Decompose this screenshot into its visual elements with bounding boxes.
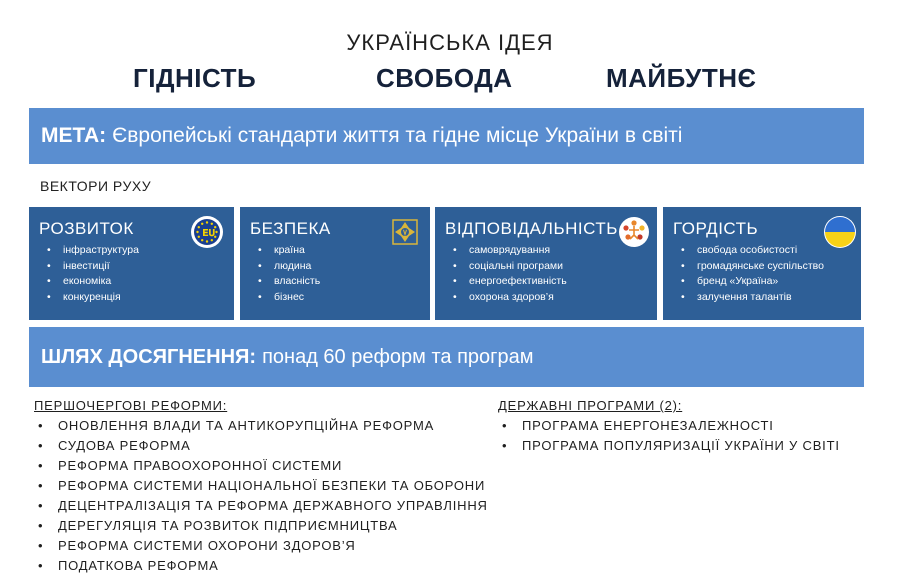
value-dignity: ГІДНІСТЬ — [133, 63, 257, 93]
goal-text: Європейські стандарти життя та гідне місце України в світі — [112, 124, 683, 147]
list-item: • ПОДАТКОВА РЕФОРМА — [34, 556, 504, 576]
card-list — [250, 243, 420, 305]
goal-banner — [29, 108, 864, 164]
value-freedom: СВОБОДА — [376, 63, 513, 93]
list-item: • конкуренція — [53, 290, 224, 306]
list-item: • РЕФОРМА ПРАВООХОРОННОЇ СИСТЕМИ — [34, 456, 504, 476]
card-title: ВІДПОВІДАЛЬНІСТЬ — [445, 219, 618, 238]
list-item: • економіка — [53, 274, 224, 290]
list-item: • ПРОГРАМА ПОПУЛЯРИЗАЦІЇ УКРАЇНИ У СВІТІ — [498, 436, 878, 456]
list-item: • інфраструктура — [53, 243, 224, 259]
list-item: • енергоефективність — [459, 274, 647, 290]
programs-heading: ДЕРЖАВНІ ПРОГРАМИ (2): — [498, 398, 683, 413]
list-item: • країна — [264, 243, 420, 259]
list-item: • бренд «Україна» — [687, 274, 851, 290]
list-item: • СУДОВА РЕФОРМА — [34, 436, 504, 456]
list-item: • ПРОГРАМА ЕНЕРГОНЕЗАЛЕЖНОСТІ — [498, 416, 878, 436]
reforms-list — [34, 416, 504, 576]
card-list — [673, 243, 851, 305]
page-subtitle: УКРАЇНСЬКА ІДЕЯ — [346, 30, 554, 55]
path-banner — [29, 327, 864, 387]
value-future: МАЙБУТНЄ — [606, 63, 757, 93]
card-title: ГОРДІСТЬ — [673, 219, 759, 238]
list-item: • охорона здоров’я — [459, 290, 647, 306]
list-item: • РЕФОРМА СИСТЕМИ НАЦІОНАЛЬНОЇ БЕЗПЕКИ ТА ОБОРОНИ — [34, 476, 504, 496]
state-programs — [498, 398, 878, 456]
values-row — [0, 63, 900, 95]
list-item: • РЕФОРМА СИСТЕМИ ОХОРОНИ ЗДОРОВ’Я — [34, 536, 504, 556]
list-item: • залучення талантів — [687, 290, 851, 306]
list-item: • людина — [264, 259, 420, 275]
list-item: • громадянське суспільство — [687, 259, 851, 275]
vector-card-development — [29, 207, 234, 320]
card-list — [445, 243, 647, 305]
list-item: • соціальні програми — [459, 259, 647, 275]
goal-label: МЕТА: — [41, 124, 107, 147]
card-title: РОЗВИТОК — [39, 219, 134, 238]
vector-card-pride — [663, 207, 861, 320]
list-item: • ДЕЦЕНТРАЛІЗАЦІЯ ТА РЕФОРМА ДЕРЖАВНОГО УПРАВЛІННЯ — [34, 496, 504, 516]
card-list — [39, 243, 224, 305]
path-text: понад 60 реформ та програм — [262, 345, 534, 368]
programs-list — [498, 416, 878, 456]
priority-reforms — [34, 398, 504, 576]
vector-card-responsibility — [435, 207, 657, 320]
list-item: • інвестиції — [53, 259, 224, 275]
list-item: • самоврядування — [459, 243, 647, 259]
list-item: • власність — [264, 274, 420, 290]
list-item: • ОНОВЛЕННЯ ВЛАДИ ТА АНТИКОРУПЦІЙНА РЕФОРМА — [34, 416, 504, 436]
reforms-heading: ПЕРШОЧЕРГОВІ РЕФОРМИ: — [34, 398, 228, 413]
list-item: • бізнес — [264, 290, 420, 306]
list-item: • ДЕРЕГУЛЯЦІЯ ТА РОЗВИТОК ПІДПРИЄМНИЦТВА — [34, 516, 504, 536]
vector-card-security — [240, 207, 430, 320]
path-label: ШЛЯХ ДОСЯГНЕННЯ: — [41, 345, 257, 368]
list-item: • свобода особистості — [687, 243, 851, 259]
vectors-label: ВЕКТОРИ РУХУ — [40, 178, 152, 194]
card-title: БЕЗПЕКА — [250, 219, 331, 238]
